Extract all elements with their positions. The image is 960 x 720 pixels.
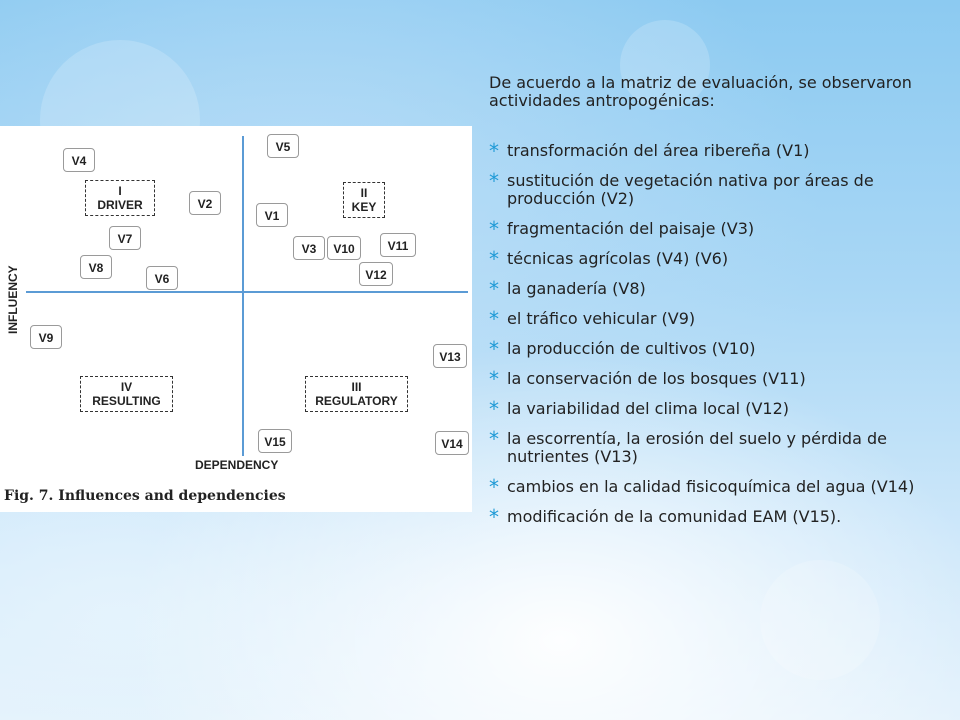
list-item bbox=[489, 169, 944, 208]
quadrant-name: REGULATORY bbox=[315, 394, 398, 408]
bullet-star-icon: * bbox=[489, 337, 499, 361]
list-item bbox=[489, 505, 944, 529]
background-bokeh bbox=[760, 560, 880, 680]
bullet-star-icon: * bbox=[489, 307, 499, 331]
slide-text bbox=[489, 74, 944, 538]
list-item bbox=[489, 247, 944, 271]
list-item-text: transformación del área ribereña (V1) bbox=[507, 141, 810, 160]
variable-v3: V3 bbox=[293, 236, 325, 260]
variable-v14: V14 bbox=[435, 431, 469, 455]
bullet-star-icon: * bbox=[489, 247, 499, 271]
bullet-star-icon: * bbox=[489, 139, 499, 163]
y-axis-label: INFLUENCY bbox=[6, 265, 20, 334]
list-item bbox=[489, 307, 944, 331]
variable-v8: V8 bbox=[80, 255, 112, 279]
variable-v7: V7 bbox=[109, 226, 141, 250]
bullet-star-icon: * bbox=[489, 397, 499, 421]
variable-v11: V11 bbox=[380, 233, 416, 257]
list-item-text: el tráfico vehicular (V9) bbox=[507, 309, 696, 328]
list-item-text: cambios en la calidad fisicoquímica del agua (V14) bbox=[507, 477, 915, 496]
quadrant-regulatory bbox=[305, 376, 408, 412]
bullet-star-icon: * bbox=[489, 169, 499, 193]
quadrant-driver bbox=[85, 180, 155, 216]
list-item bbox=[489, 337, 944, 361]
list-item-text: la conservación de los bosques (V11) bbox=[507, 369, 806, 388]
quadrant-number: IV bbox=[120, 380, 133, 394]
list-item bbox=[489, 217, 944, 241]
quadrant-number: II bbox=[360, 186, 368, 200]
list-item bbox=[489, 397, 944, 421]
variable-v2: V2 bbox=[189, 191, 221, 215]
list-item-text: modificación de la comunidad EAM (V15). bbox=[507, 507, 842, 526]
list-item-text: técnicas agrícolas (V4) (V6) bbox=[507, 249, 729, 268]
figure-caption: Fig. 7. Influences and dependencies bbox=[4, 488, 286, 504]
quadrant-number: I bbox=[118, 184, 122, 198]
list-item-text: la variabilidad del clima local (V12) bbox=[507, 399, 789, 418]
list-item bbox=[489, 367, 944, 391]
list-item-text: sustitución de vegetación nativa por áreas de producción (V2) bbox=[507, 171, 874, 208]
quadrant-resulting bbox=[80, 376, 173, 412]
activity-list bbox=[489, 139, 944, 529]
bullet-star-icon: * bbox=[489, 427, 499, 451]
list-item bbox=[489, 475, 944, 499]
variable-v6: V6 bbox=[146, 266, 178, 290]
bullet-star-icon: * bbox=[489, 217, 499, 241]
bullet-star-icon: * bbox=[489, 475, 499, 499]
intro-paragraph: De acuerdo a la matriz de evaluación, se observaron actividades antropogénicas: bbox=[489, 73, 912, 110]
quadrant-name: DRIVER bbox=[97, 198, 143, 212]
list-item-text: la ganadería (V8) bbox=[507, 279, 646, 298]
quadrant-number: III bbox=[351, 380, 362, 394]
variable-v1: V1 bbox=[256, 203, 288, 227]
variable-v10: V10 bbox=[327, 236, 361, 260]
variable-v13: V13 bbox=[433, 344, 467, 368]
quadrant-name: RESULTING bbox=[92, 394, 161, 408]
variable-v5: V5 bbox=[267, 134, 299, 158]
variable-v12: V12 bbox=[359, 262, 393, 286]
list-item bbox=[489, 277, 944, 301]
bullet-star-icon: * bbox=[489, 367, 499, 391]
variable-v4: V4 bbox=[63, 148, 95, 172]
figure-axes bbox=[0, 126, 472, 512]
variable-v9: V9 bbox=[30, 325, 62, 349]
bullet-star-icon: * bbox=[489, 277, 499, 301]
influence-dependency-figure bbox=[0, 126, 472, 512]
quadrant-name: KEY bbox=[351, 200, 377, 214]
list-item-text: fragmentación del paisaje (V3) bbox=[507, 219, 755, 238]
list-item bbox=[489, 139, 944, 163]
variable-v15: V15 bbox=[258, 429, 292, 453]
quadrant-key bbox=[343, 182, 385, 218]
list-item-text: la producción de cultivos (V10) bbox=[507, 339, 756, 358]
list-item-text: la escorrentía, la erosión del suelo y pérdida de nutrientes (V13) bbox=[507, 429, 887, 466]
x-axis-label: DEPENDENCY bbox=[195, 458, 279, 472]
list-item bbox=[489, 427, 944, 466]
bullet-star-icon: * bbox=[489, 505, 499, 529]
